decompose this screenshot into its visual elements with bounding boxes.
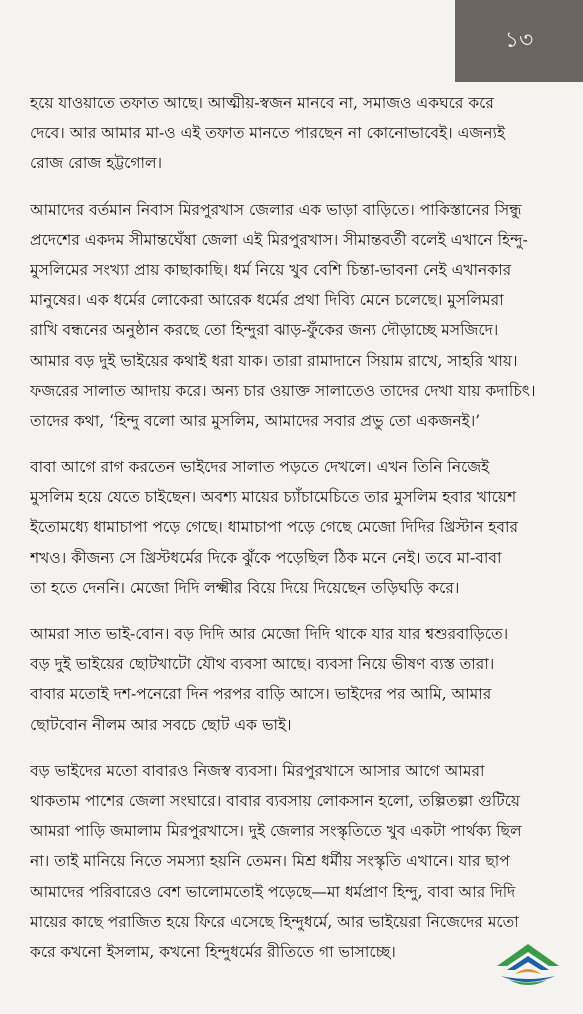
- text-line: আমাদের বর্তমান নিবাস মিরপুরখাস জেলার এক ভাড়া বাড়িতে। পাকিস্তানের সিন্ধু: [30, 200, 522, 219]
- body-text: [30, 88, 560, 983]
- text-line: মুসলিম হয়ে যেতে চাইছেন। অবশ্য মায়ের চ্যাঁচামেচিতে তার মুসলিম হবার খায়েশ: [30, 488, 517, 507]
- text-line: মায়ের কাছে পরাজিত হয়ে ফিরে এসেছে হিন্দুধর্মে, আর ভাইয়েরা নিজেদের মতো: [30, 912, 519, 931]
- text-line: ফজরের সালাত আদায় করে। অন্য চার ওয়াক্ত সালাতেও তাদের দেখা যায় কদাচিৎ।: [30, 381, 536, 400]
- text-line: আমাদের পরিবারেও বেশ ভালোমতোই পড়েছে—মা ধর্মপ্রাণ হিন্দু, বাবা আর দিদি: [30, 882, 516, 901]
- paragraph: [30, 452, 560, 603]
- text-line: হয়ে যাওয়াতে তফাত আছে। আত্মীয়-স্বজন মানবে না, সমাজও একঘরে করে: [30, 94, 494, 112]
- text-line: আমরা পাড়ি জমালাম মিরপুরখাসে। দুই জেলার সংস্কৃতিতে খুব একটা পার্থক্য ছিল: [30, 822, 522, 841]
- text-line: তাদের কথা, ‘হিন্দু বলো আর মুসলিম, আমাদের সবার প্রভু তো একজনই।’: [30, 411, 481, 430]
- text-line: তা হতে দেননি। মেজো দিদি লক্ষ্মীর বিয়ে দিয়ে দিয়েছেন তড়িঘড়ি করে।: [30, 578, 460, 597]
- text-line: না। তাই মানিয়ে নিতে সমস্যা হয়নি তেমন। মিশ্র ধর্মীয় সংস্কৃতি এখানে। যার ছাপ: [30, 852, 510, 871]
- paragraph: [30, 195, 560, 437]
- text-line: থাকতাম পাশের জেলা সংঘারে। বাবার ব্যবসায় লোকসান হলো, তল্পিতল্পা গুটিয়ে: [30, 791, 521, 810]
- text-line: রোজ রোজ হট্টগোল।: [30, 154, 163, 173]
- paragraph: [30, 756, 560, 967]
- text-line: রাখি বন্ধনের অনুষ্ঠান করছে তো হিন্দুরা ঝাড়-ফুঁকের জন্য দৌড়াচ্ছে মসজিদে।: [30, 321, 499, 340]
- text-line: শখও। কীজন্য সে খ্রিস্টধর্মের দিকে ঝুঁকে পড়েছিল ঠিক মনে নেই। তবে মা-বাবা: [30, 548, 502, 567]
- text-line: করে কখনো ইসলাম, কখনো হিন্দুধর্মের রীতিতে গা ভাসাচ্ছে।: [30, 942, 396, 961]
- text-line: ইতোমধ্যে ধামাচাপা পড়ে গেছে। ধামাচাপা পড়ে গেছে মেজো দিদির খ্রিস্টান হবার: [30, 518, 519, 537]
- text-line: বাবার মতোই দশ-পনেরো দিন পরপর বাড়ি আসে। ভাইদের পর আমি, আমার: [30, 685, 492, 704]
- page-number: ১৩: [504, 27, 534, 53]
- text-line: দেবে। আর আমার মা-ও এই তফাত মানতে পারছেন না কোনোভাবেই। এজন্যই: [30, 124, 506, 143]
- text-line: বাবা আগে রাগ করতেন ভাইদের সালাত পড়তে দেখলে। এখন তিনি নিজেই: [30, 458, 490, 477]
- paragraph: [30, 88, 560, 179]
- text-line: আমার বড় দুই ভাইয়ের কথাই ধরা যাক। তারা রামাদানে সিয়াম রাখে, সাহরি খায়।: [30, 351, 518, 370]
- text-line: বড় ভাইদের মতো বাবারও নিজস্ব ব্যবসা। মিরপুরখাসে আসার আগে আমরা: [30, 761, 485, 780]
- page-number-box: [455, 0, 583, 82]
- text-line: আমরা সাত ভাই-বোন। বড় দিদি আর মেজো দিদি থাকে যার যার শ্বশুরবাড়িতে।: [30, 625, 509, 643]
- text-line: বড় দুই ভাইয়ের ছোটখাটো যৌথ ব্যবসা আছে। ব্যবসা নিয়ে ভীষণ ব্যস্ত তারা।: [30, 655, 495, 674]
- text-line: প্রদেশের একদম সীমান্তঘেঁষা জেলা এই মিরপুরখাস। সীমান্তবর্তী বলেই এখানে হিন্দু-: [30, 230, 528, 249]
- paragraph: [30, 619, 560, 740]
- text-line: মানুষের। এক ধর্মের লোকেরা আরেক ধর্মের প্রথা দিব্যি মেনে চলেছে। মুসলিমরা: [30, 291, 504, 310]
- publisher-logo-icon: [493, 940, 563, 986]
- text-line: মুসলিমের সংখ্যা প্রায় কাছাকাছি। ধর্ম নিয়ে খুব বেশি চিন্তা-ভাবনা নেই এখানকার: [30, 260, 512, 279]
- text-line: ছোটবোন নীলম আর সবচে ছোট এক ভাই।: [30, 715, 292, 734]
